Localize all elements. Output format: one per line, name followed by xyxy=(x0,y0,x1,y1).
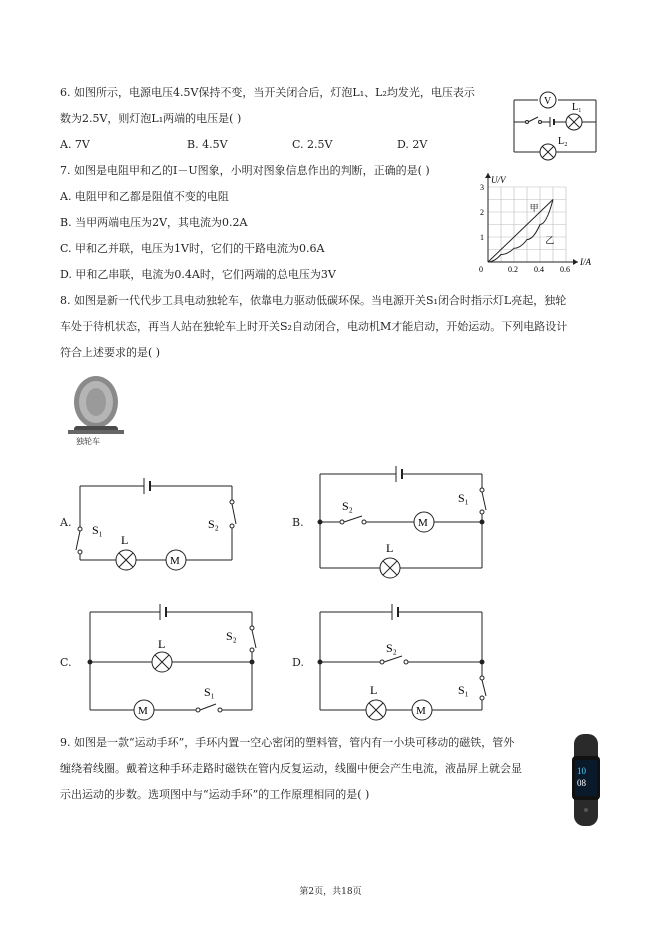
band-display-line2: 08 xyxy=(577,778,586,788)
q6-option-c[interactable]: C. 2.5V xyxy=(292,138,333,151)
q7-option-a[interactable]: A. 电阻甲和乙都是阻值不变的电阻 xyxy=(60,190,229,203)
q6-text-line1: 6. 如图所示，电源电压4.5V保持不变，当开关闭合后，灯泡L₁、L₂均发光，电压表示 xyxy=(60,86,475,99)
circuit-d-m: M xyxy=(416,705,426,717)
circuit-d xyxy=(314,598,494,723)
chart-series-label: 甲 xyxy=(529,202,539,213)
q8-option-c[interactable]: C. xyxy=(60,656,72,669)
q6-voltmeter-label: V xyxy=(544,96,552,107)
circuit-d-s2: S₂ xyxy=(386,641,397,655)
q7-option-c[interactable]: C. 甲和乙并联，电压为1V时，它们的干路电流为0.6A xyxy=(60,242,325,255)
q8-option-d[interactable]: D. xyxy=(292,656,304,669)
chart-x-label: I/A xyxy=(580,257,591,267)
circuit-c-s1: S₁ xyxy=(204,685,215,699)
circuit-d-s1: S₁ xyxy=(458,683,469,697)
circuit-b xyxy=(314,460,494,585)
circuit-c-l: L xyxy=(158,637,166,651)
q6-option-d[interactable]: D. 2V xyxy=(397,138,428,151)
q7-option-d[interactable]: D. 甲和乙串联，电流为0.4A时，它们两端的总电压为3V xyxy=(60,268,336,281)
circuit-a-s1: S₁ xyxy=(92,523,103,537)
circuit-b-s1: S₁ xyxy=(458,491,469,505)
chart-y-tick-label: 1 xyxy=(480,233,484,242)
q7-text-line1: 7. 如图是电阻甲和乙的I－U图象，小明对图象信息作出的判断，正确的是( ) xyxy=(60,164,430,177)
circuit-b-m: M xyxy=(418,517,428,529)
q9-text-line2: 缠绕着线圈。戴着这种手环走路时磁铁在管内反复运动，线圈中便会产生电流，液晶屏上就会显 xyxy=(60,762,522,775)
q8-text-line2: 车处于待机状态，再当人站在独轮车上时开关S₂自动闭合，电动机M才能启动，开始运动。下列电路设计 xyxy=(60,320,568,333)
band-display-line1: 10 xyxy=(577,766,586,776)
q6-circuit-diagram xyxy=(510,92,610,162)
chart-x-tick-label: 0.4 xyxy=(534,265,544,274)
q6-option-a[interactable]: A. 7V xyxy=(60,138,90,151)
chart-series-label: 乙 xyxy=(545,235,555,246)
q6-lamp2-label: L₂ xyxy=(558,136,568,147)
circuit-c-m: M xyxy=(138,705,148,717)
page-footer: 第2页，共18页 xyxy=(299,887,362,897)
q6-option-b[interactable]: B. 4.5V xyxy=(187,138,228,151)
circuit-a-m: M xyxy=(170,555,180,567)
chart-y-label: U/V xyxy=(491,175,506,185)
chart-x-tick-label: 0.6 xyxy=(560,265,570,274)
q6-lamp1-label: L₁ xyxy=(572,102,582,113)
q8-text-line1: 8. 如图是新一代代步工具电动独轮车，依靠电力驱动低碳环保。当电源开关S₁闭合时指示灯L亮起，独轮 xyxy=(60,294,567,307)
circuit-b-l: L xyxy=(386,541,394,555)
q8-text-line3: 符合上述要求的是( ) xyxy=(60,346,161,359)
circuit-c-s2: S₂ xyxy=(226,629,237,643)
circuit-a-l: L xyxy=(121,533,129,547)
circuit-c xyxy=(84,598,264,723)
q8-option-a[interactable]: A. xyxy=(60,516,72,529)
q8-option-b[interactable]: B. xyxy=(292,516,304,529)
chart-x-tick-label: 0 xyxy=(479,265,483,274)
q6-text-line2: 数为2.5V，则灯泡L₁两端的电压是( ) xyxy=(60,112,242,125)
circuit-a xyxy=(74,472,244,582)
chart-series-line xyxy=(488,200,553,263)
circuit-d-l: L xyxy=(370,683,378,697)
q9-text-line3: 示出运动的步数。选项图中与“运动手环”的工作原理相同的是( ) xyxy=(60,788,370,801)
q7-option-b[interactable]: B. 当甲两端电压为2V，其电流为0.2A xyxy=(60,216,248,229)
chart-x-tick-label: 0.2 xyxy=(508,265,518,274)
chart-x-arrow xyxy=(573,259,578,265)
chart-y-tick-label: 2 xyxy=(480,208,484,217)
circuit-a-s2: S₂ xyxy=(208,517,219,531)
chart-y-tick-label: 3 xyxy=(480,183,484,192)
fitness-band-photo xyxy=(566,734,606,826)
q9-text-line1: 9. 如图是一款“运动手环”，手环内置一空心密闭的塑料管，管内有一小块可移动的磁铁，管外 xyxy=(60,736,515,749)
circuit-b-s2: S₂ xyxy=(342,499,353,513)
unicycle-caption: 独轮车 xyxy=(76,437,100,446)
q7-iu-chart xyxy=(478,162,608,272)
